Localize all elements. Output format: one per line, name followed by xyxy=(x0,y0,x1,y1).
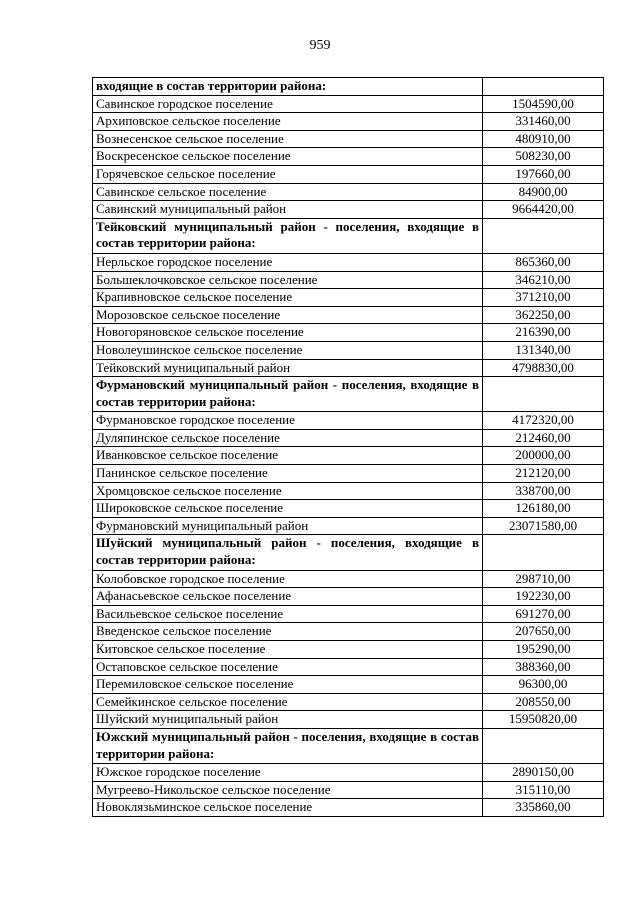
settlement-name: Панинское сельское поселение xyxy=(93,465,483,483)
amount-cell xyxy=(483,377,604,412)
table-row xyxy=(93,289,604,307)
settlement-name: Южское городское поселение xyxy=(93,764,483,782)
district-header: Шуйский муниципальный район - поселения, входящие в состав территории района: xyxy=(93,535,483,570)
settlement-name: Колобовское городское поселение xyxy=(93,570,483,588)
table-row xyxy=(93,693,604,711)
table-row xyxy=(93,148,604,166)
amount-cell: 96300,00 xyxy=(483,676,604,694)
amount-cell: 4172320,00 xyxy=(483,412,604,430)
table-row xyxy=(93,113,604,131)
settlement-name: Савинское сельское поселение xyxy=(93,183,483,201)
table-row xyxy=(93,183,604,201)
table-row xyxy=(93,253,604,271)
table-row xyxy=(93,341,604,359)
district-header: Фурмановский муниципальный район - поселения, входящие в состав территории района: xyxy=(93,377,483,412)
amount-cell: 23071580,00 xyxy=(483,517,604,535)
table-row xyxy=(93,517,604,535)
settlements-table xyxy=(92,77,604,817)
settlement-name: Воскресенское сельское поселение xyxy=(93,148,483,166)
page-number: 959 xyxy=(309,38,331,53)
table-row xyxy=(93,500,604,518)
amount-cell: 4798830,00 xyxy=(483,359,604,377)
amount-cell: 371210,00 xyxy=(483,289,604,307)
amount-cell xyxy=(483,78,604,96)
amount-cell: 212460,00 xyxy=(483,429,604,447)
table-row xyxy=(93,271,604,289)
settlement-name: Фурмановский муниципальный район xyxy=(93,517,483,535)
settlement-name: Мугреево-Никольское сельское поселение xyxy=(93,781,483,799)
settlement-name: Тейковский муниципальный район xyxy=(93,359,483,377)
settlement-name: Перемиловское сельское поселение xyxy=(93,676,483,694)
amount-cell: 865360,00 xyxy=(483,253,604,271)
table-row xyxy=(93,447,604,465)
amount-cell xyxy=(483,218,604,253)
settlement-name: Семейкинское сельское поселение xyxy=(93,693,483,711)
amount-cell: 200000,00 xyxy=(483,447,604,465)
table-row xyxy=(93,165,604,183)
settlement-name: Большеклочковское сельское поселение xyxy=(93,271,483,289)
table-row xyxy=(93,306,604,324)
amount-cell: 2890150,00 xyxy=(483,764,604,782)
amount-cell: 298710,00 xyxy=(483,570,604,588)
settlement-name: Хромцовское сельское поселение xyxy=(93,482,483,500)
district-header: Тейковский муниципальный район - поселения, входящие в состав территории района: xyxy=(93,218,483,253)
settlement-name: Новоклязьминское сельское поселение xyxy=(93,799,483,817)
settlement-name: Шуйский муниципальный район xyxy=(93,711,483,729)
table-row xyxy=(93,711,604,729)
amount-cell: 126180,00 xyxy=(483,500,604,518)
settlement-name: Иванковское сельское поселение xyxy=(93,447,483,465)
amount-cell: 212120,00 xyxy=(483,465,604,483)
amount-cell: 216390,00 xyxy=(483,324,604,342)
district-header-row xyxy=(93,535,604,570)
table-row xyxy=(93,482,604,500)
amount-cell: 192230,00 xyxy=(483,588,604,606)
amount-cell: 131340,00 xyxy=(483,341,604,359)
table-body xyxy=(93,78,604,817)
table-row xyxy=(93,764,604,782)
amount-cell: 195290,00 xyxy=(483,641,604,659)
district-header: входящие в состав территории района: xyxy=(93,78,483,96)
settlement-name: Введенское сельское поселение xyxy=(93,623,483,641)
amount-cell: 15950820,00 xyxy=(483,711,604,729)
settlement-name: Васильевское сельское поселение xyxy=(93,605,483,623)
table-row xyxy=(93,359,604,377)
table-row xyxy=(93,588,604,606)
table-row xyxy=(93,658,604,676)
amount-cell: 362250,00 xyxy=(483,306,604,324)
table-row xyxy=(93,429,604,447)
table-row xyxy=(93,130,604,148)
settlement-name: Вознесенское сельское поселение xyxy=(93,130,483,148)
settlement-name: Морозовское сельское поселение xyxy=(93,306,483,324)
table-row xyxy=(93,799,604,817)
amount-cell xyxy=(483,535,604,570)
amount-cell: 508230,00 xyxy=(483,148,604,166)
settlement-name: Архиповское сельское поселение xyxy=(93,113,483,131)
amount-cell: 84900,00 xyxy=(483,183,604,201)
amount-cell: 315110,00 xyxy=(483,781,604,799)
table-row xyxy=(93,324,604,342)
settlement-name: Афанасьевское сельское поселение xyxy=(93,588,483,606)
settlement-name: Крапивновское сельское поселение xyxy=(93,289,483,307)
amount-cell: 335860,00 xyxy=(483,799,604,817)
settlement-name: Горячевское сельское поселение xyxy=(93,165,483,183)
table-row xyxy=(93,641,604,659)
settlement-name: Нерльское городское поселение xyxy=(93,253,483,271)
table-row xyxy=(93,95,604,113)
table-row xyxy=(93,201,604,219)
settlement-name: Китовское сельское поселение xyxy=(93,641,483,659)
settlement-name: Новолеушинское сельское поселение xyxy=(93,341,483,359)
table-row xyxy=(93,465,604,483)
amount-cell: 346210,00 xyxy=(483,271,604,289)
settlement-name: Савинское городское поселение xyxy=(93,95,483,113)
amount-cell: 691270,00 xyxy=(483,605,604,623)
table-row xyxy=(93,781,604,799)
amount-cell: 197660,00 xyxy=(483,165,604,183)
amount-cell xyxy=(483,728,604,763)
district-header-row xyxy=(93,377,604,412)
table-row xyxy=(93,676,604,694)
district-header-row xyxy=(93,728,604,763)
table-row xyxy=(93,623,604,641)
settlement-name: Новогоряновское сельское поселение xyxy=(93,324,483,342)
amount-cell: 331460,00 xyxy=(483,113,604,131)
settlement-name: Остаповское сельское поселение xyxy=(93,658,483,676)
settlement-name: Савинский муниципальный район xyxy=(93,201,483,219)
table-row xyxy=(93,570,604,588)
amount-cell: 207650,00 xyxy=(483,623,604,641)
settlement-name: Дуляпинское сельское поселение xyxy=(93,429,483,447)
amount-cell: 338700,00 xyxy=(483,482,604,500)
district-header-row xyxy=(93,218,604,253)
amount-cell: 208550,00 xyxy=(483,693,604,711)
settlement-name: Фурмановское городское поселение xyxy=(93,412,483,430)
district-header: Южский муниципальный район - поселения, входящие в состав территории района: xyxy=(93,728,483,763)
table-row xyxy=(93,412,604,430)
amount-cell: 480910,00 xyxy=(483,130,604,148)
amount-cell: 388360,00 xyxy=(483,658,604,676)
amount-cell: 1504590,00 xyxy=(483,95,604,113)
amount-cell: 9664420,00 xyxy=(483,201,604,219)
district-header-row xyxy=(93,78,604,96)
settlement-name: Широковское сельское поселение xyxy=(93,500,483,518)
table-row xyxy=(93,605,604,623)
